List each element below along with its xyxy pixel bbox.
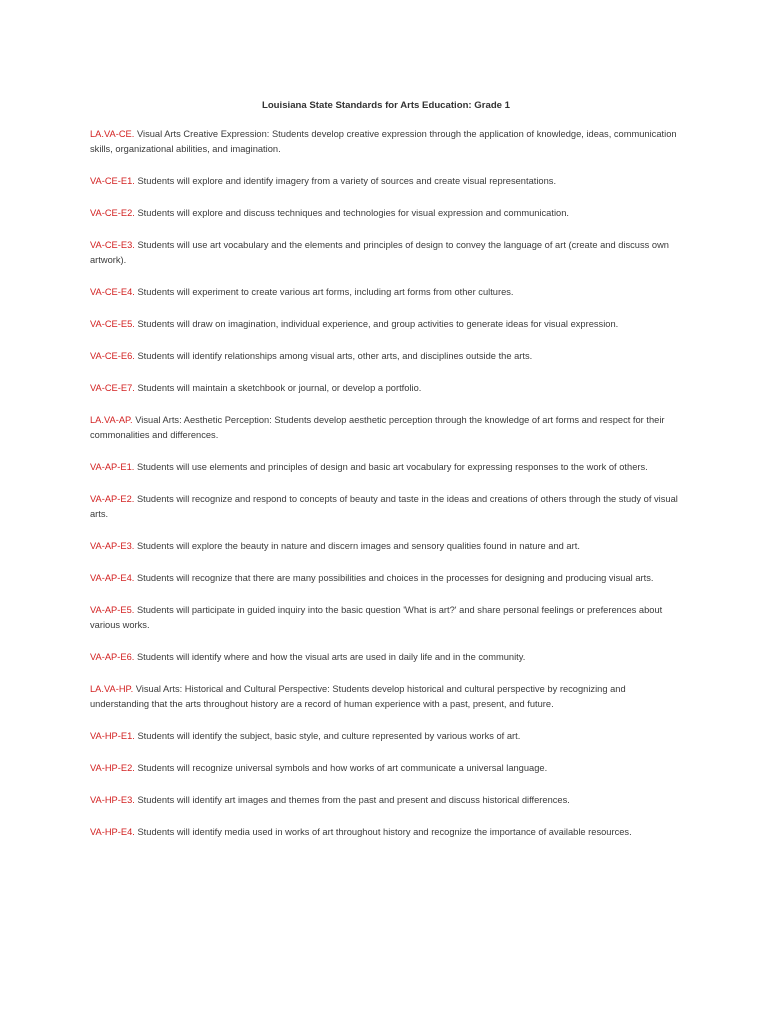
standard-entry: LA.VA-HP. Visual Arts: Historical and Cultural Perspective: Students develop historical and cultural perspective by recognizing and understanding that the arts throughout history are a record of human experience with a past, present, and future. bbox=[90, 684, 626, 709]
standard-code: VA-CE-E2 bbox=[90, 208, 133, 218]
standard-text: Visual Arts: Historical and Cultural Perspective: Students develop historical and cultural perspective by recognizing and understanding that the arts throughout history are a record of human experience with a past, present, and future. bbox=[90, 684, 626, 709]
standard-code: LA.VA-CE bbox=[90, 129, 132, 139]
standard-code: VA-AP-E2 bbox=[90, 494, 132, 504]
standard-text: Students will explore and identify imagery from a variety of sources and create visual representations. bbox=[134, 176, 557, 186]
standard-code: VA-AP-E1 bbox=[90, 462, 132, 472]
standard-code: VA-CE-E3 bbox=[90, 240, 133, 250]
standard-entry: VA-CE-E3. Students will use art vocabulary and the elements and principles of design to convey the language of art (create and discuss own artwork). bbox=[90, 240, 669, 265]
standard-entry: LA.VA-CE. Visual Arts Creative Expression: Students develop creative expression through the application of knowledge, ideas, communication skills, organizational abilities, and imagination. bbox=[90, 129, 677, 154]
standard-code: VA-CE-E4 bbox=[90, 287, 133, 297]
standard-entry: VA-CE-E6. Students will identify relationships among visual arts, other arts, and disciplines outside the arts. bbox=[90, 351, 533, 361]
standard-text: Students will participate in guided inquiry into the basic question 'What is art?' and share personal feelings or preferences about various works. bbox=[90, 605, 663, 630]
standard-entry: VA-AP-E2. Students will recognize and respond to concepts of beauty and taste in the ideas and creations of others through the study of visual arts. bbox=[90, 494, 678, 519]
standard-entry: VA-AP-E3. Students will explore the beauty in nature and discern images and sensory qualities found in nature and art. bbox=[90, 541, 580, 551]
standard-code: VA-CE-E1 bbox=[90, 176, 133, 186]
standard-text: Students will identify art images and themes from the past and present and discuss historical differences. bbox=[134, 795, 570, 805]
standard-code: LA.VA-AP bbox=[90, 415, 131, 425]
standard-entry: VA-CE-E1. Students will explore and identify imagery from a variety of sources and create visual representations. bbox=[90, 176, 557, 186]
standard-text: Students will identify media used in works of art throughout history and recognize the importance of available resources. bbox=[134, 827, 632, 837]
standard-text: Students will recognize universal symbols and how works of art communicate a universal language. bbox=[134, 763, 548, 773]
standard-entry: LA.VA-AP. Visual Arts: Aesthetic Perception: Students develop aesthetic perception through the knowledge of art forms and respect for their commonalities and differences. bbox=[90, 415, 665, 440]
standard-entry: VA-HP-E2. Students will recognize universal symbols and how works of art communicate a universal language. bbox=[90, 763, 548, 773]
standard-entry: VA-HP-E4. Students will identify media used in works of art throughout history and recognize the importance of available resources. bbox=[90, 827, 632, 837]
standard-code: VA-AP-E5 bbox=[90, 605, 132, 615]
standard-text: Students will draw on imagination, individual experience, and group activities to generate ideas for visual expression. bbox=[134, 319, 619, 329]
standard-text: Students will maintain a sketchbook or journal, or develop a portfolio. bbox=[134, 383, 422, 393]
standard-code: VA-HP-E4 bbox=[90, 827, 133, 837]
standard-entry: VA-CE-E5. Students will draw on imagination, individual experience, and group activities to generate ideas for visual expression. bbox=[90, 319, 619, 329]
standard-entry: VA-AP-E4. Students will recognize that there are many possibilities and choices in the processes for designing and producing visual arts. bbox=[90, 573, 654, 583]
standard-entry: VA-CE-E2. Students will explore and discuss techniques and technologies for visual expression and communication. bbox=[90, 208, 569, 218]
standard-code: VA-CE-E5 bbox=[90, 319, 133, 329]
standard-text: Students will explore and discuss techniques and technologies for visual expression and communication. bbox=[134, 208, 569, 218]
standard-text: Students will use art vocabulary and the elements and principles of design to convey the language of art (create and discuss own artwork). bbox=[90, 240, 669, 265]
standard-code: VA-AP-E6 bbox=[90, 652, 132, 662]
standard-text: Students will recognize and respond to concepts of beauty and taste in the ideas and creations of others through the study of visual arts. bbox=[90, 494, 678, 519]
standard-text: Students will recognize that there are many possibilities and choices in the processes for designing and producing visual arts. bbox=[134, 573, 654, 583]
standard-entry: VA-CE-E7. Students will maintain a sketchbook or journal, or develop a portfolio. bbox=[90, 383, 422, 393]
standard-text: Visual Arts Creative Expression: Students develop creative expression through the application of knowledge, ideas, communication skills, organizational abilities, and imagination. bbox=[90, 129, 677, 154]
standard-text: Students will explore the beauty in nature and discern images and sensory qualities found in nature and art. bbox=[134, 541, 580, 551]
standard-code: VA-CE-E6 bbox=[90, 351, 133, 361]
standard-code: VA-HP-E3 bbox=[90, 795, 133, 805]
page-title: Louisiana State Standards for Arts Education: Grade 1 bbox=[261, 100, 511, 111]
standard-text: Students will use elements and principles of design and basic art vocabulary for expressing responses to the work of others. bbox=[134, 462, 648, 472]
standard-text: Students will identify relationships among visual arts, other arts, and disciplines outside the arts. bbox=[134, 351, 533, 361]
standard-code: LA.VA-HP bbox=[90, 684, 131, 694]
standard-entry: VA-AP-E1. Students will use elements and principles of design and basic art vocabulary for expressing responses to the work of others. bbox=[90, 462, 648, 472]
standard-entry: VA-AP-E5. Students will participate in guided inquiry into the basic question 'What is art?' and share personal feelings or preferences about various works. bbox=[90, 605, 663, 630]
standard-text: Students will identify the subject, basic style, and culture represented by various works of art. bbox=[134, 731, 521, 741]
standard-entry: VA-HP-E1. Students will identify the subject, basic style, and culture represented by various works of art. bbox=[90, 731, 521, 741]
standard-entry: VA-AP-E6. Students will identify where and how the visual arts are used in daily life and in the community. bbox=[90, 652, 526, 662]
standard-text: Students will experiment to create various art forms, including art forms from other cultures. bbox=[134, 287, 514, 297]
standard-code: VA-HP-E1 bbox=[90, 731, 133, 741]
standard-entry: VA-CE-E4. Students will experiment to create various art forms, including art forms from other cultures. bbox=[90, 287, 514, 297]
standard-code: VA-CE-E7 bbox=[90, 383, 133, 393]
standard-text: Students will identify where and how the visual arts are used in daily life and in the community. bbox=[134, 652, 526, 662]
standard-text: Visual Arts: Aesthetic Perception: Students develop aesthetic perception through the knowledge of art forms and respect for their commonalities and differences. bbox=[90, 415, 665, 440]
standard-code: VA-AP-E3 bbox=[90, 541, 132, 551]
standard-entry: VA-HP-E3. Students will identify art images and themes from the past and present and discuss historical differences. bbox=[90, 795, 570, 805]
standard-code: VA-AP-E4 bbox=[90, 573, 132, 583]
standard-code: VA-HP-E2 bbox=[90, 763, 133, 773]
